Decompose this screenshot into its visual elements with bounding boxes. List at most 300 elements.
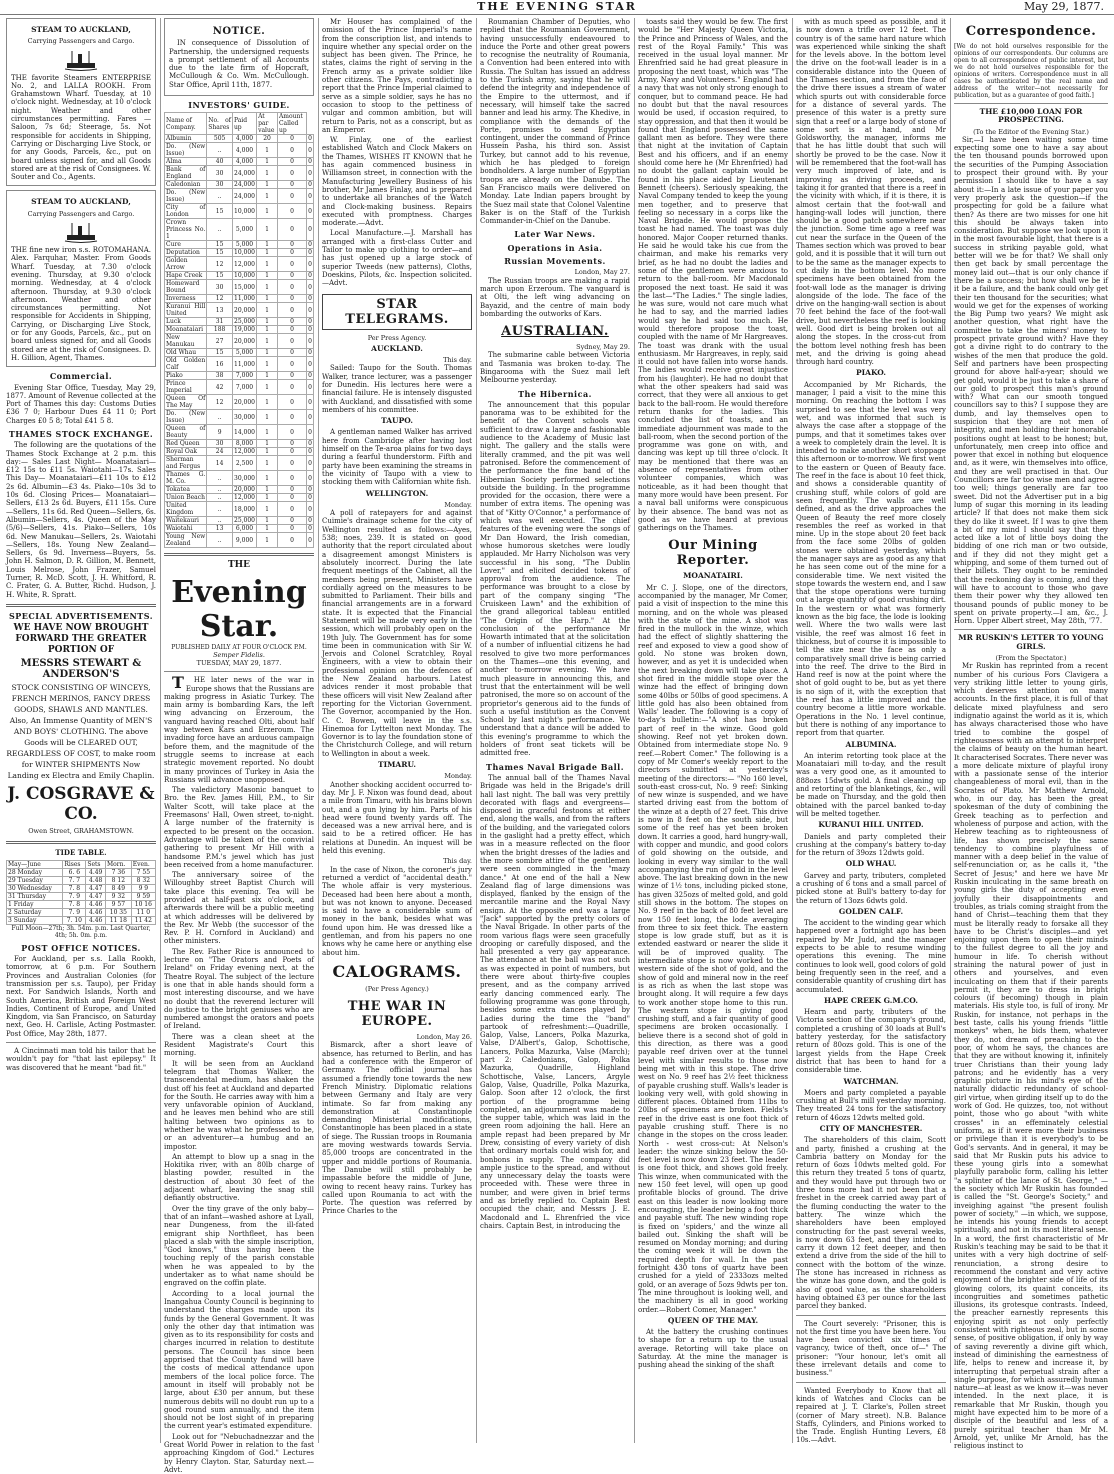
table-cell: 1 — [257, 334, 278, 349]
table-cell: 10 35 — [106, 908, 132, 916]
table-cell: 1 — [257, 517, 278, 525]
table-cell: 15 — [207, 241, 233, 249]
table-cell: 24 — [207, 448, 233, 456]
investor-row — [165, 517, 314, 525]
paper-title: Evening Star. — [171, 574, 307, 644]
table-cell: 0 — [307, 166, 314, 181]
divider — [6, 604, 156, 607]
table-cell: 0 — [277, 326, 306, 334]
editorial-paragraph: It will be seen from an Auckland telegram that Thomas Walker, the transcendental medium, has shaken the dust off his feet at Auckland and departed for the South. He carries away with him a very unfavorable opinion of Auckland, and he leaves men behind who are still halting between two opinions as to whether he was what he professed to be, or an adventurer—a humbug and an impostor. — [164, 1059, 314, 1151]
table-cell: 0 — [308, 525, 312, 533]
table-cell: 12,000 — [234, 448, 255, 456]
table-header-cell: Amount Called up — [277, 113, 306, 135]
notice-header: NOTICE. — [212, 26, 266, 37]
table-cell: 30 — [207, 166, 233, 181]
albumin-body: An interim retorting took place at the Moanataiari mill to-day, and the result was a very good one, as it amounted to 888ozs 15dwts gold. A final cleaning up and retorting of the blanketings, &c., will be made on Thursday, and the gold then obtained with the parcel banked to-day will be melted together. — [796, 751, 946, 818]
table-cell: 4.48 — [86, 876, 106, 884]
commercial-header: Commercial. — [49, 371, 113, 382]
table-header-cell: Rises — [63, 860, 86, 868]
table-cell: 30 — [207, 181, 233, 189]
table-cell: 1 — [257, 181, 278, 189]
editorial-paragraph: There was a clean sheet at the Resident Magistrate's Court this morning. — [164, 1032, 314, 1058]
table-cell: 10,000 — [234, 272, 255, 280]
table-cell: 13 — [207, 303, 233, 318]
table-cell: 15,000 — [232, 280, 256, 295]
steam-ad-2-header: STEAM TO AUCKLAND, — [31, 197, 131, 207]
watchman-body: Moers and party completed a payable crushing at Bull's mill yesterday morning. They treated 24 tons for the satisfactory return of 46ozs 12dwts melted gold. — [796, 1088, 946, 1122]
table-cell: 9 — [207, 425, 233, 440]
table-cell: 0 — [308, 440, 312, 448]
table-cell: New Manukau — [165, 334, 207, 349]
table-cell: 19,000 — [234, 326, 255, 334]
table-cell: 11,000 — [232, 357, 256, 372]
table-cell: 4.46 — [86, 908, 106, 916]
table-cell: Prince Imperial — [165, 380, 207, 395]
tide-row — [7, 900, 156, 908]
tide-row — [7, 868, 156, 876]
table-cell: 0 — [307, 204, 314, 219]
table-cell: Red Queen — [165, 440, 207, 448]
table-cell: 0 — [308, 158, 312, 166]
table-cell: .. — [207, 494, 233, 502]
table-cell: 1 — [257, 272, 278, 280]
table-cell: 0 — [307, 219, 314, 241]
queen-of-may-header: QUEEN OF THE MAY. — [667, 1315, 759, 1325]
table-cell: Old Whau — [165, 349, 207, 357]
divider — [796, 1382, 946, 1383]
table-cell: 0 — [277, 280, 306, 295]
table-cell: 20,000 — [232, 395, 256, 410]
table-cell: 0 — [307, 357, 314, 372]
table-cell: 0 — [307, 303, 314, 318]
hape-creek-header: HAPE CREEK G.M.CO. — [824, 995, 918, 1005]
table-cell: 1 — [257, 410, 278, 425]
war-dateline: London, May 26. — [416, 1033, 472, 1042]
table-cell: 12 — [207, 395, 233, 410]
correspondence-header: Correspondence. — [965, 24, 1097, 39]
investor-row — [165, 189, 314, 204]
table-cell: United Kingdom — [165, 502, 207, 517]
tide-row — [7, 908, 156, 916]
investor-row — [165, 471, 314, 486]
loan-header: THE £10,000 LOAN FOR PROSPECTING. — [979, 107, 1083, 125]
naval-ball-header: Thames Naval Brigade Ball. — [485, 761, 625, 772]
table-cell: 1 — [257, 448, 278, 456]
timaru-day: Monday. — [444, 772, 472, 781]
auckland-body: Sailed: Taupo for the South. Thomas Walker, trance lecturer, was a passenger for Dunedin. His lectures here were a financial failure. He is intensely disgusted with Auckland, and dissatisfied with some members of his committee. — [322, 364, 472, 414]
steamship-icon — [64, 220, 98, 244]
table-cell: 1 — [257, 158, 278, 166]
table-cell: 1 — [257, 502, 278, 517]
table-cell: 0 — [277, 486, 306, 494]
table-cell: 0 — [308, 181, 312, 189]
table-cell: Waiotahi — [165, 525, 207, 533]
naval-ball-body: The annual ball of the Thames Naval Brigade was held in the Brigade's drill hall last night. The ball was very prettily decorated with flags and evergreens—disposed in graceful festoons at either end, along the walls, and from the rafters of the building, and the variegated colors in the gaslight had a pretty effect, which was in a measure reflected on the floor when the bright dresses of the ladies and the more sombre attire of the gentlemen were seen commingled in the "mazy dance." At one end of the hall a New Zealand flag of large dimensions was displayed, flanked by the ensign of the mercantile marine and the Royal Navy ensign. At the opposite end was a large "Jack" supported by the pretty colors of the Naval Brigade. In other parts of the room various flags were seen gracefully drooping or carefully disposed, and the hall presented a very gay appearance. The attendance at the ball was not such as was expected in point of numbers, but there were about thirty-five couples present, and as the company arrived early dancing commenced early. The following programme was gone through, besides some extra dances played by Ladies during the time the "band" partook of refreshment:—Quadrille, Galop, Valse, Lancers, Polka Mazurka, Valse, D'Albert's, Galop, Schottische, Lancers, Polka Mazurka, Valse (March); part 2: Caledonians, Galop, Polka Mazurka, Quadrille, Highland Schottische, Valse, Lancers, Argyle Galop, Valse, Quadrille, Polka Mazurka, Galop. Soon after 12 o'clock, the first portion of the programme being completed, an adjournment was made to the supper table, which was laid in the green room adjoining the hall. Here an ample repast had been prepared by Mr Drew, consisting of every variety of dish that ordinary mortals could wish for, and bonbons in supply. The company did ample justice to the spread, and without any unnecessary delay the toasts were proceeded with. These were three in number, and were given in brief terms and as briefly replied to. Captain Best occupied the chair, and Messrs J. E. Macdonald and L. Ehrenfried the vice chairs. Captain Best, in introducing the — [480, 773, 630, 1230]
local-paragraph: W. Finlay, one of the earliest established Watch and Clock Makers on the Thames, WISHES IT KNOWN that he has again commenced business in Williamson street, in connection with the Manufacturing Jewellery Business of his brother, Mr James Finlay, and is prepared to undertake all branches of the Watch and Clock-making business. Repairs executed with promptness. Charges moderate.—Advt. — [322, 136, 472, 228]
notice-body: IN consequence of Dissolution of Partnership, the undersigned requests a prompt settlement of all Accounts due to the late firm of Hopcraft, McCullough & Co. Wm. McCullough. Star Office, April 11th, 1877. — [169, 39, 309, 89]
table-cell: 31 — [207, 318, 233, 326]
table-cell: 1 — [257, 257, 278, 272]
table-cell: 0 — [277, 456, 306, 471]
column-7 — [954, 18, 1108, 1451]
table-cell: Sherman and Fergus — [165, 456, 207, 471]
table-cell: .. — [207, 533, 233, 548]
table-cell: 8,000 — [232, 440, 256, 448]
table-cell: 29 Tuesday — [7, 876, 63, 884]
table-cell: 4.46 — [86, 916, 106, 924]
table-cell: 0 — [307, 189, 314, 204]
column-rule — [160, 18, 161, 1443]
table-cell: 7. 8 — [63, 884, 86, 892]
table-cell: 11 42 — [131, 916, 155, 924]
investor-row — [165, 448, 314, 456]
table-cell: 1 — [257, 425, 278, 440]
later-dateline: London, May 27. — [574, 268, 630, 277]
investor-row — [165, 257, 314, 272]
war-body: Bismarck, after a short leave of absence, has returned to Berlin, and has had a conference with the Emperor of Germany. The official journal has assumed a friendly tone towards the new French Ministry. Diplomatic relations between Germany and Italy are very intimate. So far from making any demonstration at Constantinople demanding Ministerial modifications, Constantinople has been placed in a state of siege. The Russian troops in Roumania are moving westwards towards Servia. 85,000 troops are concentrated in the upper and middle portions of Roumania. The Danube will still probably be impassable before the middle of June, owing to recent heavy rains. Turkey has called upon Roumania to act with the Porte. The question was referred by Prince Charles to the — [322, 1041, 472, 1216]
table-cell: 0 — [308, 448, 312, 456]
investor-row — [165, 272, 314, 280]
mining-reporter-header: Our Mining Reporter. — [668, 538, 758, 569]
column-rule — [634, 18, 635, 1443]
masthead-title: THE EVENING STAR — [477, 0, 637, 13]
table-cell: 2,500 — [232, 456, 256, 471]
timaru-header: TIMARU. — [378, 760, 416, 770]
table-cell: 1 — [257, 440, 278, 448]
investor-row — [165, 181, 314, 189]
table-cell: 1 — [257, 326, 278, 334]
timaru-body-2: In the case of Nixon, the coroner's jury returned a verdict of "accidental death." The whole affair is very mysterious. Deceased had been here about a month, but was not known to anyone. Deceased is said to have a considerable sum of money in the bank, besides what was found upon him. He was dressed like a gentleman, and from his papers no one knows why he came here or anything else about him. — [322, 865, 472, 957]
table-cell: 0 — [307, 280, 314, 295]
table-cell: 20,000 — [234, 486, 255, 494]
editorial-paragraph: THE later news of the war in Europe shows that the Russians are making progress in Asiatic Turkey. The main army is bombarding Kars, the left wing advancing on Erzeroum, the vanguard having reached Olti, about half way between Kars and Erzeroum. The invading force have an arduous campaign before them, and the magnitude of the struggle seems to increase at each strategic movement reported. No doubt in many provinces of Turkey in Asia the Russians will advance unopposed. — [164, 673, 314, 784]
cosgrave-name: J. COSGRAVE & CO. — [7, 784, 155, 825]
table-cell: 0 — [277, 357, 306, 372]
investor-row — [165, 494, 314, 502]
table-header-cell: Morn. — [106, 860, 132, 868]
table-cell: 4.47 — [86, 884, 106, 892]
table-cell: 4,000 — [232, 143, 256, 158]
investor-row — [165, 425, 314, 440]
later-body: The Russian troops are making a rapid march upon Erzeroum. The vanguard is at Olti, the left wing advancing on Bayazid, and the centre of main body bombarding the outworks of Kars. — [480, 276, 630, 318]
table-cell: 7,000 — [232, 372, 256, 380]
kuranui-header: KURANUI HILL UNITED. — [818, 820, 924, 830]
table-cell: 0 — [277, 303, 306, 318]
post-office-header: POST OFFICE NOTICES. — [21, 942, 141, 953]
editorial-paragraph: The Rev. Father Rice is announced to lecture on "The Orators and Poets of Ireland" on Friday evening next, at the Theatre Royal. The subject of the lecture is one that in able hands should form a most interesting discourse, and we have no doubt that the reverend lecturer will do justice to the bright geniuses who are numbered amongst the orators and poets of Ireland. — [164, 947, 314, 1031]
table-cell: 5,000 — [232, 349, 256, 357]
investor-row — [165, 486, 314, 494]
table-cell: 0 — [307, 425, 314, 440]
table-cell: 0 — [277, 219, 306, 241]
table-cell: 30 Wednesday — [7, 884, 63, 892]
table-cell: 11 18 — [106, 916, 132, 924]
paper-date: TUESDAY, MAY 29, 1877. — [196, 658, 282, 667]
column-rule — [792, 18, 793, 1443]
taupo-body: A gentleman named Walker has arrived here from Cambridge after having lost himself on the Te-aroa plains for two days during a fearful thunderstorm. Fifth and party have been examining the streams in the vicinity of Taupo with a view to stocking them with Californian white fish. — [322, 428, 472, 487]
table-cell: City of London — [166, 204, 206, 219]
table-cell: 0 — [308, 241, 312, 249]
timaru-body: Another shocking accident occurred to-day. Mr J. F. Nixon was found dead, about a mile from Timaru, with his brains blown out, and a gun lying by him. Parts of his head were found twenty yards off. The deceased was a new arrival here, and is said to be a retired officer. He has relations at Dunedin. An inquest will be held this evening. — [322, 780, 472, 856]
table-cell: 0 — [277, 272, 306, 280]
divider — [954, 103, 1108, 104]
masthead — [0, 0, 1114, 15]
table-cell: 1 — [257, 525, 278, 533]
table-cell: 0 — [308, 517, 312, 525]
table-cell: 4,000 — [232, 135, 256, 143]
table-header-cell: Paid up — [232, 113, 256, 135]
investor-row — [165, 143, 314, 158]
table-cell: 12,000 — [232, 257, 256, 272]
tide-table — [6, 860, 156, 925]
table-cell: Inverness — [165, 295, 207, 303]
loan-letter-body: Sir,—I have been waiting some time expecting some one to have a say about the ten thousand pounds borrowed upon the securities of the Pumping Association to prospect their ground with. By your permission I should like to have a say about it:—In a late issue of your paper you very properly ask the question—if the prospecting for gold be a failure what then? As there are two misses for one hit this should be always taken into consideration. But suppose we look upon it in the most favourable light, that there is a success in striking payable gold, what better will we be for that? We shall only then get back by small percentage the money laid out—that is our only chance if there be a success; but how shall we be if it be a failure, and the bank could only get their ten thousand for the securities; what would we get for the expenses of working the Big Pump two years? We might ask another question, what right have the committee to take the miners' money to prospect private ground with? Have they got a divine right to do contrary to the wishes of the men that produce the gold. Self and partners have been prospecting ground for above half-a-year; should we get gold, would it be just to take a share of our gold to prospect this man's ground with? What can our smooth tongued councillors say to this? I suppose they are dumb, and lay themselves open to suspicion that they are not men of integrity, and men holding their honorable positions ought at least to be honest; but, unfortunately, men creep into office and power that excel in nothing but eloquence and, as it were, win themselves into office, and they are well practised in that. Our Councillors are far too wise men and agree too well; things generally are far too sweet. Did not the Advertiser put in a big lump of sugar this morning in its leading article? If that does not make them sick they do like it sweet. If I was to give them a bit of my mind I should say that they acted like a lot of little boys doing the bidding of one rich man or two outside, and if they did not they might get a whipping, and some of them turned out of their billets. They ought to be reminded that the reckoning day is coming, and they will have to account to those who gave them their power why they allowed ten thousand pounds of public money to be spent on private property.—I am, &c., J. Horn. Upper Albert street, May 28th, '77. — [954, 135, 1108, 626]
table-cell: 38 — [207, 372, 233, 380]
table-cell: 4.49 — [86, 868, 106, 876]
table-cell: 0 — [277, 425, 306, 440]
table-cell: Bank of England — [166, 166, 206, 181]
table-cell: 30 — [207, 440, 233, 448]
hibernica-header: The Hibernica. — [518, 388, 592, 399]
table-cell: 0 — [308, 249, 312, 257]
table-cell: 0 — [277, 410, 306, 425]
table-cell: 28 Monday — [7, 868, 63, 876]
table-cell: .. — [207, 219, 233, 241]
table-cell: 1 — [257, 280, 278, 295]
australian-body: The submarine cable between Victoria and Tasmania was broken to-day. The Bingarooma with the Suez mail left Melbourne yesterday. — [480, 351, 630, 385]
investor-row — [165, 241, 314, 249]
table-cell: 0 — [307, 471, 314, 486]
piako-header: PIAKO. — [856, 368, 886, 378]
table-cell: 0 — [277, 257, 306, 272]
steam-ad-1-sub: Carrying Passengers and Cargo. — [27, 37, 135, 46]
steam-ad-1-body: THE favorite Steamers ENTERPRISE No. 2, and LALLA ROOKH. From Grahamstown Wharf. Tuesday, at 10 o'clock night. Wednesday, at 10 o'clock night. Weather and other circumstances permitting. Fares — Saloon, 7s 6d; Steerage, 5s. Not responsible for accidents in Shipping, Carrying or Discharging Live Stock, or for any Goods, Parcels, &c., put on board unless signed for, and all Goods stored are at the risk of Consignees. W. Souter and Co., Agents. — [11, 73, 151, 182]
table-cell: 18,000 — [232, 502, 256, 517]
russian-header: Russian Movements. — [504, 256, 606, 267]
divider — [6, 1042, 156, 1043]
column-6 — [796, 18, 946, 1443]
column-rule — [476, 18, 477, 1443]
masthead-date: May 29, 1877. — [1023, 0, 1104, 13]
paper-subtitle: PUBLISHED DAILY AT FOUR O'CLOCK P.M. — [171, 643, 307, 651]
column-1 — [6, 18, 156, 1443]
table-cell: 16 — [207, 357, 233, 372]
auckland-day: This day. — [443, 356, 472, 365]
hape-creek-body: Hearn and party, tributers of the Victoria section of the company's ground, completed a crushing of 30 loads at Bull's battery yesterday, for the satisfactory return of 80ozs gold. This is one of the largest yields from the Hape Creek district that has been to hand for a considerable time. — [796, 1008, 946, 1075]
press-agency-line: Per Press Agency. — [367, 333, 427, 342]
piako-body: Accompanied by Mr Richards, the manager, I paid a visit to the mine this morning. On reaching the bottom I was surprised to see that the level was very wet, and was informed that such is always the case after a stoppage of the pumps, and that it sometimes takes over a week to completely drain the level. It is intended to make another short stoppage this afternoon or to-morrow. We first went to the eastern or Queen of Beauty face. The reef in the face is about 10 feet thick, and shows a considerable quantity of crushing stuff, while colors of gold are seen frequently. The walls are well defined, and as the drive approaches the Queen of Beauty the reef more closely resembles the reef as worked in that mine. Up in the stope about 20 feet back from the face some 20lbs of golden stones were obtained yesterday, which the manager says are as good as any that he has seen come out of the mine for a considerable time. We next visited the stope towards the western end, and I saw that the stope operations were turning out a large quantity of good crushing dirt. In the western or what was formerly known as the big face, the lode is looking well. Where the two walls were last visible, the reef was almost 16 feet in thickness, but of course it is impossible to tell the size near the face as only a comparatively small drive is being carried into the reef. The drive to the Bird in Hand reef is now at the point where the shot of gold ought to be, but as yet there is no sign of it, with the exception that the reef has a little improved and the country become a little more workable. Operations in the No. 1 level continue, but there is nothing of any importance to report from that quarter. — [796, 380, 946, 738]
investor-row — [165, 502, 314, 517]
investor-row — [165, 410, 314, 425]
table-cell: 1 — [257, 219, 278, 241]
table-cell: 12,000 — [234, 494, 255, 502]
table-cell: 27 — [207, 334, 233, 349]
table-cell: 0 — [277, 533, 306, 548]
table-cell: 0 — [277, 471, 306, 486]
moanataiari-header: MOANATAIRI. — [683, 571, 743, 581]
table-cell: 10,000 — [232, 204, 256, 219]
table-cell: 7. 7 — [63, 876, 86, 884]
calograms-header: CALOGRAMS. — [332, 961, 462, 981]
investor-row — [165, 533, 314, 548]
table-cell: 1 — [257, 486, 278, 494]
table-cell: 12 — [207, 257, 233, 272]
table-cell: 1 Friday — [7, 900, 63, 908]
table-cell: 24,000 — [234, 181, 255, 189]
wellington-day: Monday. — [444, 500, 472, 509]
table-cell: 6,000 — [232, 525, 256, 533]
tide-table-header: TIDE TABLE. — [55, 847, 107, 857]
table-cell: 24,000 — [232, 166, 256, 181]
local-paragraph: Local Manufacture.—J. Marshall has arranged with a first-class Cutter and Tailor to make up clothing to order—and has just opened up a large stock of superior Tweeds (new patterns), Cloths, Doeskins, Pilots, &c. Inspection solicited.—Advt. — [322, 229, 472, 288]
table-header-cell: Even. — [131, 860, 155, 868]
investor-row — [165, 249, 314, 257]
hibernica-body: The announcement that this popular panorama was to be exhibited for the benefit of the Convent schools was sufficient to draw a large and fashionable audience to the Academy of Music last night. The gallery and the stalls were literally crammed, and the pit was well patronised. Before the commencement of the performance the fine band of the Hibernian Society performed selections outside the building. In the programme provided for the occasion, there were a number of extra items. The opening was that of "Kitty O'Connor," a performance of which was well executed. The chief features of the evening were the songs of Mr Dan Howard, the Irish comedian, whose humorous sketches were loudly applauded. Mr Harry Nicholson was very successful in his song, "The Dublin Lover," and elicited decided tokens of approval from the audience. The performance was brought to a close by part of the company singing "The Cruiskeen Lawn" and the exhibition of the grand allegorical tableau entitled "The Origin of the Harp." At the conclusion of the performance Mr Howarth intimated that at the solicitation of a number of influential citizens he had resolved to give two more performances on the Thames—one this evening, and another to-morrow evening. We have much pleasure in announcing this, and trust that the entertainment will be well patronised, the more so on account of the proprietor's generous aid to the funds of such a useful institution as the Convent School by last night's performance. We understand that a dance will be added to this evening's programme to which the holders of front seat tickets will be admitted free. — [480, 400, 630, 758]
tailor-anecdote: A Cincinnati man told his tailor that he wouldn't pay for "that last epilepsy." It was discovered that he meant "bad fit." — [6, 1047, 156, 1072]
table-cell: 1 — [257, 241, 278, 249]
investor-row — [165, 380, 314, 395]
investor-row — [165, 135, 314, 143]
table-cell: 0 — [277, 448, 306, 456]
table-cell: 15 — [207, 349, 233, 357]
column-rule — [950, 18, 951, 1443]
special-ads-header: SPECIAL ADVERTISEMENTS. — [9, 610, 153, 621]
table-cell: 25,000 — [234, 517, 255, 525]
investor-row — [165, 303, 314, 318]
investor-row — [165, 395, 314, 410]
table-cell: 7,000 — [232, 380, 256, 395]
table-cell: Thames G. M. Co. — [166, 471, 206, 486]
table-cell: Crown Princess No. 1 — [166, 219, 206, 241]
war-continued: Roumanian Chamber of Deputies, who replied that the Roumanian Government, having unsuccessfully endeavoured to induce the Porte and other great powers to recognise the neutrality of Roumania, a Convention had been entered into with Russia. The Sultan has issued an address to the Turkish army, saying that he will defend the integrity and independence of the Empire to the uttermost, and if necessary, will himself take the sacred banner and lead his army. The Khedive, in compliance with the demands of the Porte, promises to send Egyptian contingent, under the command of Prince Hussein Pasha, his third son. Assist Turkey, but cannot add to his revenue, which he has pledged to foreign bondholders. A large number of Egyptian troops are already on the Danube. The San Francisco mails were delivered on Monday. Late Indian papers brought by the Suez mail state that Colonel Valentine Baker is on the Staff of the Turkish Commander-in-Chief on the Danube. — [480, 18, 630, 226]
table-cell: 15 — [207, 272, 233, 280]
steam-ad-2 — [6, 190, 156, 367]
divider — [6, 841, 156, 844]
table-cell: 5,000 — [232, 241, 256, 249]
wellington-body: A poll of ratepayers for and against Cuimie's drainage scheme for the city of Wellington resulted as follows:—Ayes, 538; noes, 239. It is stated on good authority that the report circulated about a disagreement amongst Ministers is absolutely incorrect. During the late frequent meetings of the Cabinet, all the members being present, Ministers have cordially agreed on the measures to be submitted to Parliament. Their bills and financial arrangements are in a forward state. It is expected that the Financial Statement will be made very early in the session, which will probably open on the 19th July. The Government has for some time been in communication with Sir W. Jervois and Colonel Scratchley, Royal Engineers, with a view to obtain their professional opinion on the defences of the New Zealand harbours. Latest advices render it most probable that these officers will visit New Zealand after reporting for the Victorian Government. The Governor, accompanied by the Hon. C. C. Bowen, will leave in the s.s. Hinemoa for Lyttelton next Monday. The Governor is to lay the foundation stone of the Christchurch College, and will return to Wellington in about a week. — [322, 509, 472, 758]
table-cell: 0 — [307, 380, 314, 395]
table-cell: .. — [207, 143, 233, 158]
divider — [954, 629, 1108, 630]
steam-ad-1-header: STEAM TO AUCKLAND, — [31, 25, 131, 34]
investor-row — [165, 295, 314, 303]
table-cell: Alma — [165, 158, 207, 166]
table-cell: 0 — [308, 326, 312, 334]
table-cell: 0 — [277, 517, 306, 525]
table-cell: 0 — [277, 143, 306, 158]
table-cell: .. — [207, 517, 233, 525]
table-header-cell: Sets — [86, 860, 106, 868]
table-cell: Kuranui Hill United — [166, 303, 206, 318]
table-cell: Union Beach — [166, 494, 205, 502]
table-cell: 0 — [307, 334, 314, 349]
taupo-header: TAUPO. — [381, 416, 413, 426]
table-cell: 30 — [207, 280, 233, 295]
editorial-paragraph: According to a local journal the Inangahua County Council is beginning to understand the charges made upon its funds by the General Government. It was only the other day that intimation was given as to its responsibility for costs and charges incurred in relation to destitute persons. The Council has since been apprised that the County fund will have the costs of medical attendance upon members of the local police force. The amount in itself will probably not be large, about £30 per annum, but these numerous debits will no doubt run up to a good round sum annually, and the item should not be lost sight of in preparing the current year's estimated expenditure. — [164, 1289, 314, 1431]
tide-footnote: Full Moon—27th; 3h. 54m. p.m. Last Quarter, 4th; 5h. 0m. p.m. — [11, 924, 151, 939]
paper-motto: Semper Fidelis. — [213, 650, 265, 659]
special-ad-line-1: WE HAVE NOW BROUGHT FORWARD THE GREATER PORTION OF — [13, 623, 149, 656]
later-war-header: Later War News. — [514, 229, 596, 240]
table-cell: 8 49 — [106, 884, 132, 892]
table-cell: 0 — [277, 494, 306, 502]
table-cell: 10 16 — [131, 900, 155, 908]
investor-row — [165, 372, 314, 380]
table-cell: 0 — [308, 295, 312, 303]
local-paragraph: Mr Houser has complained of the omission of the Prince Imperial's name from the conscription list, and intends to inquire whether any special order on the subject has been given. The Prince, he states, claims the right of serving in the French army as a private soldier like other citizens. The Pays, contradicting a report that the Prince Imperial claimed to serve as a simple soldier, says he has no occasion to stoop to the pettiness of vulgar and common ambition, but will return to Paris, not as a conscript, but as an Emperor. — [322, 18, 472, 134]
table-header-cell: No. of Shares — [207, 113, 233, 135]
table-cell: 0 — [307, 395, 314, 410]
table-cell: 0 — [277, 166, 306, 181]
column-3 — [322, 18, 472, 1443]
tide-row — [7, 916, 156, 924]
investor-row — [165, 219, 314, 241]
table-cell: 1 — [257, 249, 278, 257]
calograms-sub: (Per Press Agency.) — [365, 984, 429, 993]
table-cell: 14,000 — [232, 425, 256, 440]
editorial-paragraph: The anniversary soiree of the Willoughby street Baptist Church will take place this evening. Tea will be provided at half-past six o'clock, and afterwards there will be a public meeting at which addresses will be delivered by the Rev. Mr Webb (the successor of the Rev. P. H. Cornford in Auckland) and other ministers. — [164, 871, 314, 946]
table-cell: 1 — [257, 372, 278, 380]
table-cell: 8 32 — [131, 876, 155, 884]
table-cell: 7. 9 — [63, 892, 86, 900]
table-cell: 20,000 — [232, 303, 256, 318]
table-cell: Hape Creek — [165, 272, 207, 280]
table-cell: 4.47 — [86, 892, 106, 900]
table-cell: 10,000 — [234, 249, 255, 257]
table-cell: 5,000 — [232, 219, 256, 241]
auckland-header: AUCKLAND. — [371, 343, 423, 353]
city-of-manchester-header: CITY OF MANCHESTER. — [819, 1124, 923, 1133]
tide-row — [7, 884, 156, 892]
editorial-paragraph: An attempt to blow up a snag in the Hokitika river, with an 80lb charge of blasting powder, resulted in the destruction of about 30 feet of the adjacent wharf, leaving the snag still defiantly obstructive. — [164, 1152, 314, 1203]
table-cell: 15 — [207, 249, 233, 257]
column-rule — [318, 18, 319, 1443]
table-cell: Moanataiari — [165, 326, 207, 334]
operations-header: Operations in Asia. — [507, 242, 603, 253]
table-cell: Piako — [165, 372, 207, 380]
table-cell: .. — [207, 410, 233, 425]
table-cell: .. — [207, 486, 233, 494]
table-cell: 0 — [308, 486, 312, 494]
steam-ad-2-sub: Carrying Passengers and Cargo. — [27, 209, 135, 218]
table-cell: 11,000 — [234, 295, 255, 303]
wellington-header: WELLINGTON. — [365, 488, 429, 498]
table-cell: 1 — [257, 471, 278, 486]
investor-row — [165, 280, 314, 295]
war-header: THE WAR IN EUROPE. — [347, 999, 447, 1030]
table-cell: 1 — [257, 189, 278, 204]
table-cell: 0 — [277, 502, 306, 517]
table-cell: 0 — [277, 372, 306, 380]
table-cell: Homeward Bound — [165, 280, 207, 295]
steam-ad-2-body: THE fine new iron s.s. ROTOMAHANA. Alex. Farquhar, Master. From Goods Wharf. Tuesday, at 7.30 o'clock evening. Thursday, at 9.30 o'clock morning. Wednesday, at 4 o'clock afternoon. Thursday, at 9.30 o'clock afternoon. Weather and other circumstances permitting. Not responsible for Accidents in Shipping, Carrying, or Discharging Live Stock, or for any Goods, Parcels, &c., put on board unless signed for, and all Goods stored are at the risk of Consignees. D. H. Gillion, Agent, Thames. — [11, 246, 151, 362]
table-cell: 0 — [277, 189, 306, 204]
ruskin-header: MR RUSKIN'S LETTER TO YOUNG GIRLS. — [958, 633, 1104, 651]
investor-row — [165, 158, 314, 166]
table-cell: 0 — [308, 272, 312, 280]
investor-row — [165, 334, 314, 349]
investor-row — [165, 326, 314, 334]
tide-row — [7, 876, 156, 884]
table-header-cell: At par value — [257, 113, 278, 135]
divider — [796, 1315, 946, 1316]
table-cell: Do. (New Issue) — [166, 410, 206, 425]
table-cell: 3 Sunday — [7, 916, 63, 924]
table-cell: 7 36 — [106, 868, 132, 876]
table-header-cell: Name of Company. — [165, 113, 207, 135]
table-cell: 30,000 — [232, 410, 256, 425]
table-cell: 0 — [277, 380, 306, 395]
